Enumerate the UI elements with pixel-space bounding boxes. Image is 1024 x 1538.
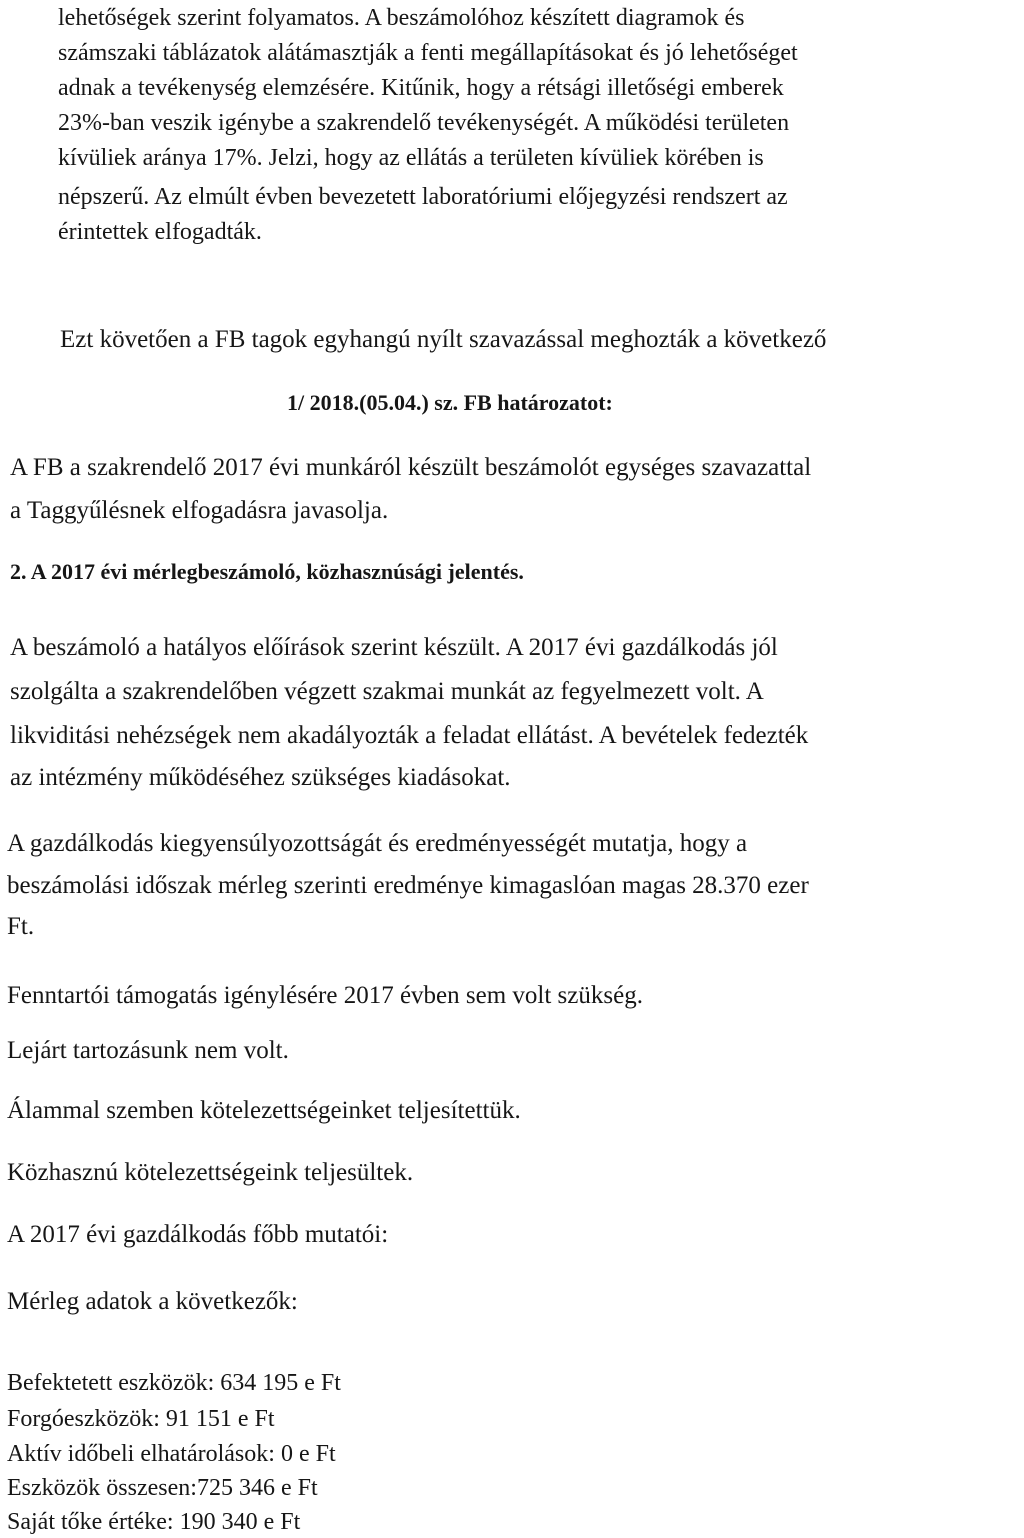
- balance-item: Eszközök összesen:725 346 e Ft: [7, 1475, 318, 1501]
- balance-line: beszámolási időszak mérleg szerinti eredménye kimagaslóan magas 28.370 ezer: [7, 872, 809, 899]
- statement-line: A 2017 évi gazdálkodás főbb mutatói:: [7, 1221, 389, 1248]
- intro-line: adnak a tevékenység elemzésére. Kitűnik, hogy a rétsági illetőségi emberek: [58, 75, 784, 101]
- report-line: az intézmény működéséhez szükséges kiadásokat.: [10, 764, 511, 791]
- intro-line: népszerű. Az elmúlt évben bevezetett laboratóriumi előjegyzési rendszert az: [58, 184, 788, 210]
- balance-item: Forgóeszközök: 91 151 e Ft: [7, 1406, 275, 1432]
- intro-line: számszaki táblázatok alátámasztják a fenti megállapításokat és jó lehetőséget: [58, 40, 798, 66]
- intro-line: kívüliek aránya 17%. Jelzi, hogy az ellátás a területen kívüliek körében is: [58, 145, 764, 171]
- balance-item: Aktív időbeli elhatárolások: 0 e Ft: [7, 1441, 336, 1467]
- statement-line: Mérleg adatok a következők:: [7, 1288, 298, 1315]
- balance-item: Saját tőke értéke: 190 340 e Ft: [7, 1509, 301, 1535]
- balance-line: A gazdálkodás kiegyensúlyozottságát és eredményességét mutatja, hogy a: [7, 830, 748, 857]
- intro-line: lehetőségek szerint folyamatos. A beszámolóhoz készített diagramok és: [58, 5, 745, 31]
- statement-line: Közhasznú kötelezettségeink teljesültek.: [7, 1159, 414, 1186]
- report-line: A beszámoló a hatályos előírások szerint készült. A 2017 évi gazdálkodás jól: [10, 634, 778, 661]
- balance-line: Ft.: [7, 913, 35, 940]
- resolution-line: A FB a szakrendelő 2017 évi munkáról készült beszámolót egységes szavazattal: [10, 454, 812, 481]
- resolution-line: a Taggyűlésnek elfogadásra javasolja.: [10, 497, 389, 524]
- statement-line: Lejárt tartozásunk nem volt.: [7, 1037, 289, 1064]
- vote-statement: Ezt követően a FB tagok egyhangú nyílt szavazással meghozták a következő: [60, 326, 827, 353]
- report-line: szolgálta a szakrendelőben végzett szakmai munkát az fegyelmezett volt. A: [10, 678, 764, 705]
- intro-line: 23%-ban veszik igénybe a szakrendelő tevékenységét. A működési területen: [58, 110, 790, 136]
- report-line: likviditási nehézségek nem akadályozták a feladat ellátást. A bevételek fedezték: [10, 722, 809, 749]
- balance-item: Befektetett eszközök: 634 195 e Ft: [7, 1370, 341, 1396]
- section-heading: 2. A 2017 évi mérlegbeszámoló, közhasznúsági jelentés.: [10, 559, 524, 584]
- statement-line: Álammal szemben kötelezettségeinket teljesítettük.: [7, 1097, 521, 1124]
- intro-line: érintettek elfogadták.: [58, 219, 262, 245]
- resolution-title: 1/ 2018.(05.04.) sz. FB határozatot:: [287, 390, 613, 415]
- statement-line: Fenntartói támogatás igénylésére 2017 évben sem volt szükség.: [7, 982, 643, 1009]
